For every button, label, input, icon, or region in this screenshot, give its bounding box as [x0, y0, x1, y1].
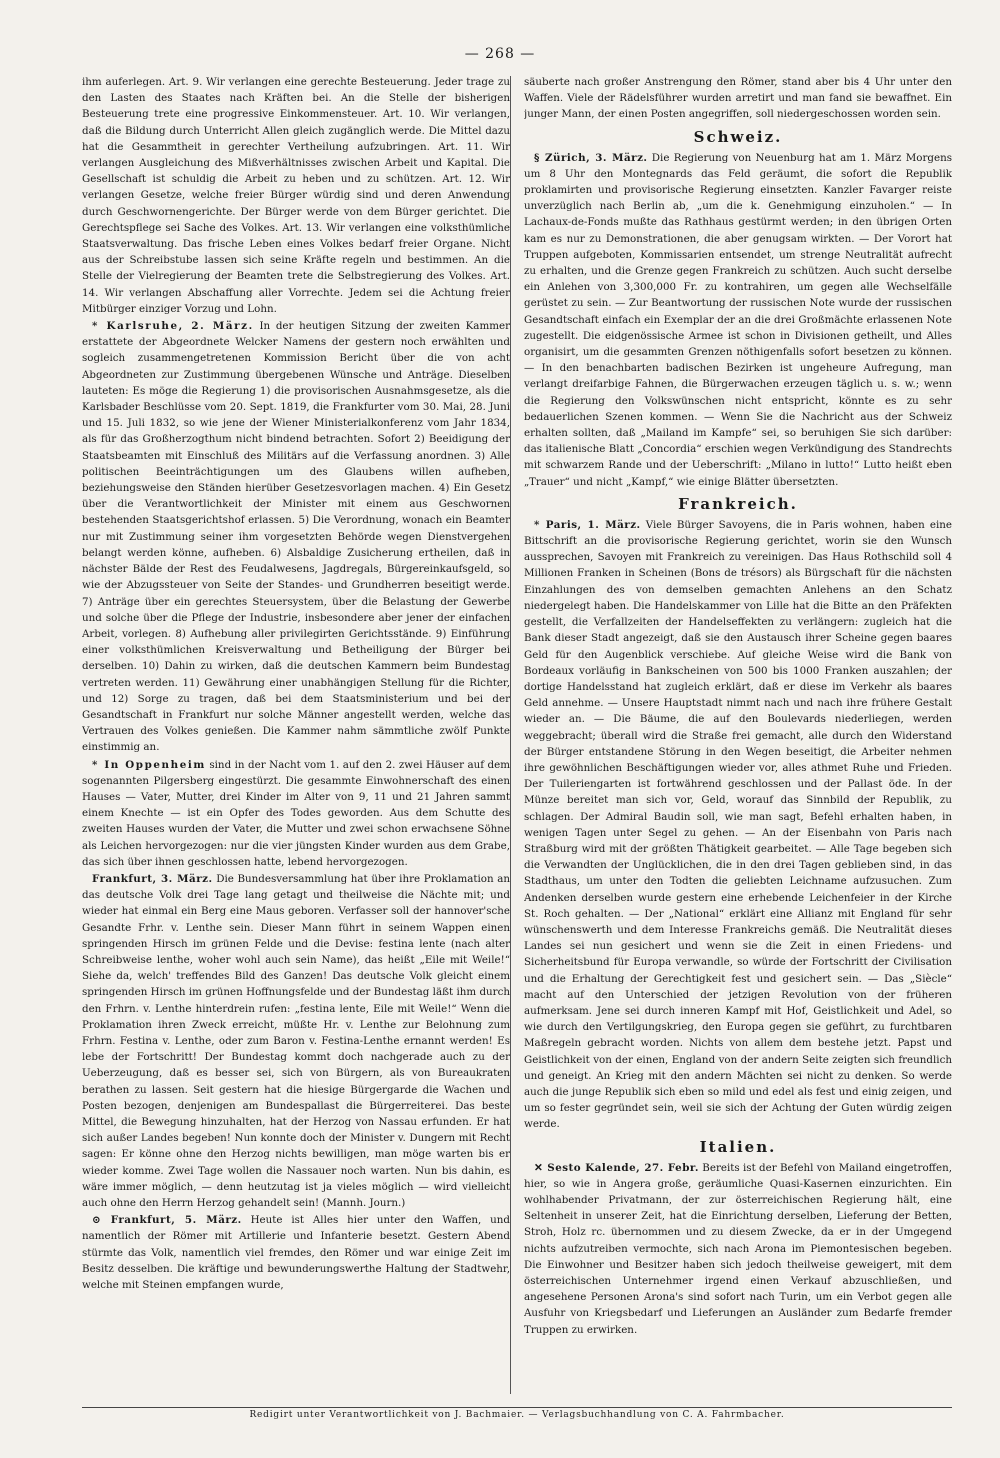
article-karlsruhe [82, 318, 510, 755]
dateline-oppenheim: * In Oppenheim [92, 758, 206, 771]
dateline-frankfurt-1: Frankfurt, 3. März. [92, 872, 213, 885]
article-continuation-right: säuberte nach großer Anstrengung den Römer, stand aber bis 4 Uhr unter den Waffen. Viele der Rädelsführer wurden arretirt und man fand sie bewaffnet. Ein junger Mann, der einen Posten angegriffen, soll niedergeschossen worden sein. [524, 76, 952, 121]
text-paris: Viele Bürger Savoyens, die in Paris wohnen, haben eine Bittschrift an die provisorische Regierung gerichtet, worin sie den Wunsch aussprechen, Savoyen mit Frankreich zu vereinigen. Das Haus Rothschild soll 4 Millionen Franken in Scheinen (Bons de trésors) als Bürgschaft für die nächsten Einzahlungen des von demselben gemachten Anlehens an den Schatz niedergelegt haben. Die Handelskammer von Lille hat die Bitte an den Präfekten gestellt, die Verfallzeiten der Handelseffekten zu verlängern: zugleich hat die Bank dieser Stadt angezeigt, daß sie den Austausch ihrer Scheine gegen baares Geld für den Augenblick verschiebe. Auf gleiche Weise wird die Bank von Bordeaux vorläufig in Bankscheinen von 500 bis 1000 Franken auszahlen; der dortige Handelsstand hat zugleich erklärt, daß er diese im Verkehr als baares Geld annehme. — Unsere Hauptstadt nimmt nach und nach ihre frühere Gestalt wieder an. — Die Bäume, die auf den Boulevards niederliegen, werden weggebracht; überall wird die Straße frei gemacht, alle durch den Widerstand der Bürger entstandene Störung in den Wegen beseitigt, die Arbeiter nehmen ihre gewöhnlichen Beschäftigungen wieder vor, alles athmet Ruhe und Frieden. Der Tuileriengarten ist fortwährend geschlossen und der Pallast öde. In der Münze bereitet man sich vor, Geld, worauf das Sinnbild der Republik, zu schlagen. Der Admiral Baudin soll, wie man sagt, Befehl erhalten haben, in wenigen Tagen unter Segel zu gehen. — An der Eisenbahn von Paris nach Straßburg wird mit der größten Thätigkeit gearbeitet. — Alle Tage begeben sich die Verwandten der Unglücklichen, die in den drei Tagen geblieben sind, in das Stadthaus, um unter den Todten die geliebten Leichname aufzusuchen. Zum Andenken derselben wurde gestern eine erhebende Leichenfeier in der Kirche St. Roch gehalten. — Der „National“ erklärt eine Allianz mit England für sehr wünschenswerth und dem Interesse Frankreichs gemäß. Die Neutralität dieses Landes sei nun gesichert und wenn sie die Zeit in einen Friedens- und Sicherheitsbund für Europa verwandle, so würde der Fortschritt der Civilisation und die Erhaltung der Gerechtigkeit fest und gesichert sein. — Das „Siècle“ macht auf den Unterschied der jetzigen Revolution von der früheren aufmerksam. Jene sei durch inneren Kampf mit Hof, Geistlichkeit und Adel, so wie durch den Vertilgungskrieg, den Europa gegen sie geführt, zu furchtbaren Maßregeln gebracht worden. Nichts von allem dem bestehe jetzt. Papst und Geistlichkeit von der einen, England von der andern Seite zeigten sich freundlich und geneigt. An Krieg mit den andern Mächten sei nicht zu denken. So werde auch die junge Republik sich eben so mild und edel als fest und einig zeigen, und um so fester gegründet sein, weil sie sich der Achtung der Guten würdig zeigen werde. [524, 518, 952, 1131]
text-oppenheim: sind in der Nacht vom 1. auf den 2. zwei Häuser auf dem sogenannten Pilgersberg eingestürzt. Die gesammte Einwohnerschaft des einen Hauses — Vater, Mutter, drei Kinder im Alter von 9, 11 und 21 Jahren sammt einem Knechte — ist ein Opfer des Todes geworden. Aus dem Schutte des zweiten Hauses wurden der Vater, die Mutter und zwei schon erwachsene Söhne als Leichen hervorgezogen: nur die vier jüngsten Kinder wurden aus dem Grabe, das sich über ihnen geschlossen hatte, lebend hervorgezogen. [82, 758, 510, 868]
text-karlsruhe: In der heutigen Sitzung der zweiten Kammer erstattete der Abgeordnete Welcker Namens der gestern noch erwählten und sogleich zusammengetretenen Kommission Bericht über die von acht Abgeordneten zur Zustimmung übergebenen Wünsche und Anträge. Dieselben lauteten: Es möge die Regierung 1) die provisorischen Ausnahmsgesetze, als die Karlsbader Beschlüsse vom 20. Sept. 1819, die Frankfurter vom 30. Mai, 28. Juni und 15. Juli 1832, so wie jene der Wiener Ministerialkonferenz vom Jahr 1834, als für das Großherzogthum nicht bindend betrachten. Sofort 2) Beeidigung der Staatsbeamten mit Einschluß des Militärs auf die Verfassung anordnen. 3) Alle politischen Beeinträchtigungen um des Glaubens willen aufheben, beziehungsweise den Ständen hierüber Gesetzesvorlagen machen. 4) Ein Gesetz über die Verantwortlichkeit der Minister mit einem aus Geschwornen bestehenden Staatsgerichtshof erlassen. 5) Die Verordnung, wonach ein Beamter nur mit Zustimmung seiner ihm vorgesetzten Behörde wegen Dienstvergehen belangt werden könne, aufheben. 6) Alsbaldige Zusicherung ertheilen, daß in nächster Bälde der Rest des Feudalwesens, Jagdregals, Bürgereinkaufsgeld, so wie der Abzugssteuer von Seite der Standes- und Grundherren beseitigt werde. 7) Anträge über ein gerechtes Steuersystem, über die Belastung der Gewerbe und solche über die Pflege der Industrie, insbesondere aber jener der einfachen Arbeit, vorlegen. 8) Aufhebung aller privilegirten Gerichtsstände. 9) Einführung einer volksthümlichen Kreisverwaltung und Betheiligung der Bürger bei derselben. 10) Dahin zu wirken, daß die deutschen Kammern beim Bundestag vertreten werden. 11) Gewährung einer unabhängigen Stellung für die Richter, und 12) Sorge zu tragen, daß bei dem Staatsministerium und bei der Gesandtschaft in Frankfurt nur solche Männer angestellt werden, welche das Vertrauen des Volkes genießen. Die Kammer nahm sämmtliche zwölf Punkte einstimmig an. [82, 320, 510, 754]
text-columns [82, 74, 952, 1396]
text-sesto-kalende: Bereits ist der Befehl von Mailand eingetroffen, hier, so wie in Angera große, geräumliche Quasi-Kasernen einzurichten. Ein wohlhabender Privatmann, der zur österreichischen Regierung hält, eine Seltenheit in unserer Zeit, hat die Einrichtung derselben, Lieferung der Betten, Stroh, Holz rc. übernommen und zu diesem Zwecke, da er in der Umgegend nichts aufzutreiben vermochte, sich nach Arona im Piemontesischen begeben. Die Einwohner und Besitzer haben sich jedoch theilweise geweigert, mit dem österreichischen Unternehmer irgend einen Verkauf abzuschließen, und angesehene Personen Arona's sind sofort nach Turin, um ein Verbot gegen alle Ausfuhr von Kriegsbedarf und Lieferungen an Ausländer zum Bedarfe fremder Truppen zu erwirken. [524, 1161, 952, 1336]
dateline-paris: * Paris, 1. März. [534, 518, 641, 531]
article-continuation: ihm auferlegen. Art. 9. Wir verlangen eine gerechte Besteuerung. Jeder trage zu den Lasten des Staates nach Kräften bei. An die Stelle der bisherigen Besteuerung trete eine progressive Einkommensteuer. Art. 10. Wir verlangen, daß die Bildung durch Unterricht Allen gleich zugänglich werde. Die Mittel dazu hat die Gesammtheit in gerechter Vertheilung aufzubringen. Art. 11. Wir verlangen Ausgleichung des Mißverhältnisses zwischen Arbeit und Kapital. Die Gesellschaft ist schuldig die Arbeit zu heben und zu schützen. Art. 12. Wir verlangen Gesetze, welche freier Bürger würdig sind und deren Anwendung durch Geschwornengerichte. Der Bürger werde von dem Bürger gerichtet. Die Gerechtspflege sei Sache des Volkes. Art. 13. Wir verlangen eine volksthümliche Staatsverwaltung. Das frische Leben eines Volkes bedarf freier Organe. Nicht aus der Schreibstube lassen sich seine Kräfte regeln und bestimmen. An die Stelle der Vielregierung der Beamten trete die Selbstregierung des Volkes. Art. 14. Wir verlangen Abschaffung aller Vorrechte. Jedem sei die Achtung freier Mitbürger einziger Vorzug und Lohn. [82, 76, 510, 315]
right-column [524, 74, 952, 1396]
text-zurich: Die Regierung von Neuenburg hat am 1. März Morgens um 8 Uhr den Montegnards das Feld geräumt, die sofort die Republik proklamirten und provisorische Regierung einsetzten. Kanzler Favarger reiste unverzüglich nach Berlin ab, „um die k. Genehmigung einzuholen.“ — In Lachaux-de-Fonds mußte das Rathhaus gestürmt werden; in den übrigen Orten kam es nur zu Demonstrationen, die aber genugsam wirkten. — Der Vorort hat Truppen aufgeboten, Kommissarien entsendet, um strenge Neutralität aufrecht zu erhalten, und die Grenze gegen Frankreich zu schützen. Auch sucht derselbe ein Anlehen von 3,300,000 Fr. zu kontrahiren, um gegen alle Wechselfälle gerüstet zu sein. — Zur Beantwortung der russischen Note wurde der russischen Gesandtschaft einfach ein Exemplar der an die drei Großmächte erlassenen Note zugestellt. Die eidgenössische Armee ist schon in Divisionen getheilt, und Alles organisirt, um die gesammten Grenzen nöthigenfalls sofort besetzen zu können. — In den benachbarten badischen Bezirken ist ungeheure Aufregung, man verlangt dreifarbige Fahnen, die Bürgerwachen erzeugen täglich u. s. w.; wenn die Regierung den Volkswünschen nicht entspricht, könnte es zu sehr bedauerlichen Szenen kommen. — Wenn Sie die Nachricht aus der Schweiz erhalten sollten, daß „Mailand im Kampfe“ sei, so beruhigen Sie sich darüber: das italienische Blatt „Concordia“ erschien wegen Verkündigung des Standrechts mit schwarzem Rande und der Ueberschrift: „Milano in lutto!“ Lutto heißt eben „Trauer“ und nicht „Kampf,“ wie einige Blätter übersetzten. [524, 151, 952, 488]
section-heading-frankreich: Frankreich. [678, 494, 798, 513]
dateline-frankfurt-2: ⊙ Frankfurt, 5. März. [92, 1214, 242, 1227]
dateline-karlsruhe: * Karlsruhe, 2. März. [92, 320, 254, 333]
page-number: — 268 — [464, 46, 536, 62]
article-paris [524, 517, 952, 1133]
article-oppenheim [82, 757, 510, 870]
left-column [82, 74, 510, 1396]
article-zurich [524, 150, 952, 490]
text-frankfurt-2: Heute ist Alles hier unter den Waffen, und namentlich der Römer mit Artillerie und Infanterie besetzt. Gestern Abend stürmte das Volk, namentlich viel fremdes, den Römer und war einige Zeit im Besitz desselben. Die kräftige und bewunderungswerthe Haltung der Stadtwehr, welche mit Steinen empfangen wurde, [82, 1214, 510, 1292]
section-heading-schweiz: Schweiz. [693, 127, 783, 146]
imprint-footer: Redigirt unter Verantwortlichkeit von J. Bachmaier. — Verlagsbuchhandlung von C. A. Fahrmbacher. [82, 1407, 952, 1420]
text-frankfurt-1: Die Bundesversammlung hat über ihre Proklamation an das deutsche Volk drei Tage lang getagt und theilweise die Nächte mit; und wieder hat einmal ein Berg eine Maus geboren. Verfasser soll der hannover'sche Gesandte Frhr. v. Lenthe sein. Dieser Mann führt in seinem Wappen einen springenden Hirsch im grünen Felde und die Devise: festina lente (nach alter Schreibweise lenthe, woher wohl auch sein Name), das heißt „Eile mit Weile!“ Siehe da, welch' treffendes Bild des Ganzen! Das deutsche Volk gleicht einem springenden Hirsch im grünen Hoffnungsfelde und der Bundestag läßt ihm durch den Frhrn. v. Lenthe hinterdrein rufen: „festina lente, Eile mit Weile!“ Wenn die Proklamation ihren Zweck erreicht, müßte Hr. v. Lenthe zur Belohnung zum Frhrn. Festina v. Lenthe, oder zum Baron v. Festina-Lenthe ernannt werden! Es lebe der Fortschritt! Der Bundestag kommt doch nachgerade auch zu der Ueberzeugung, daß es besser sei, sich von Bürgern, als von Bureaukraten berathen zu lassen. Seit gestern hat die hiesige Bürgergarde die Wachen und Posten bezogen, denjenigen am Bundespallast die Bürgerreiterei. Das beste Mittel, die Bewegung hinzuhalten, hat der Herzog von Nassau erfunden. Er hat sich außer Landes begeben! Nun konnte doch der Minister v. Dungern mit Recht sagen: Er könne ohne den Herzog nichts bewilligen, man möge warten bis er wieder komme. Zwei Tage wollen die Nassauer noch warten. Nun bis dahin, es wäre immer möglich, — denn heutzutag ist ja vieles möglich — wird vielleicht auch ohne den Herrn Herzog gehandelt sein! (Mannh. Journ.) [82, 872, 510, 1210]
article-frankfurt-2 [82, 1212, 510, 1293]
dateline-sesto-kalende: ✕ Sesto Kalende, 27. Febr. [534, 1161, 699, 1174]
article-frankfurt-1 [82, 871, 510, 1211]
section-heading-italien: Italien. [699, 1137, 777, 1156]
dateline-zurich: § Zürich, 3. März. [534, 151, 648, 164]
article-sesto-kalende [524, 1160, 952, 1338]
